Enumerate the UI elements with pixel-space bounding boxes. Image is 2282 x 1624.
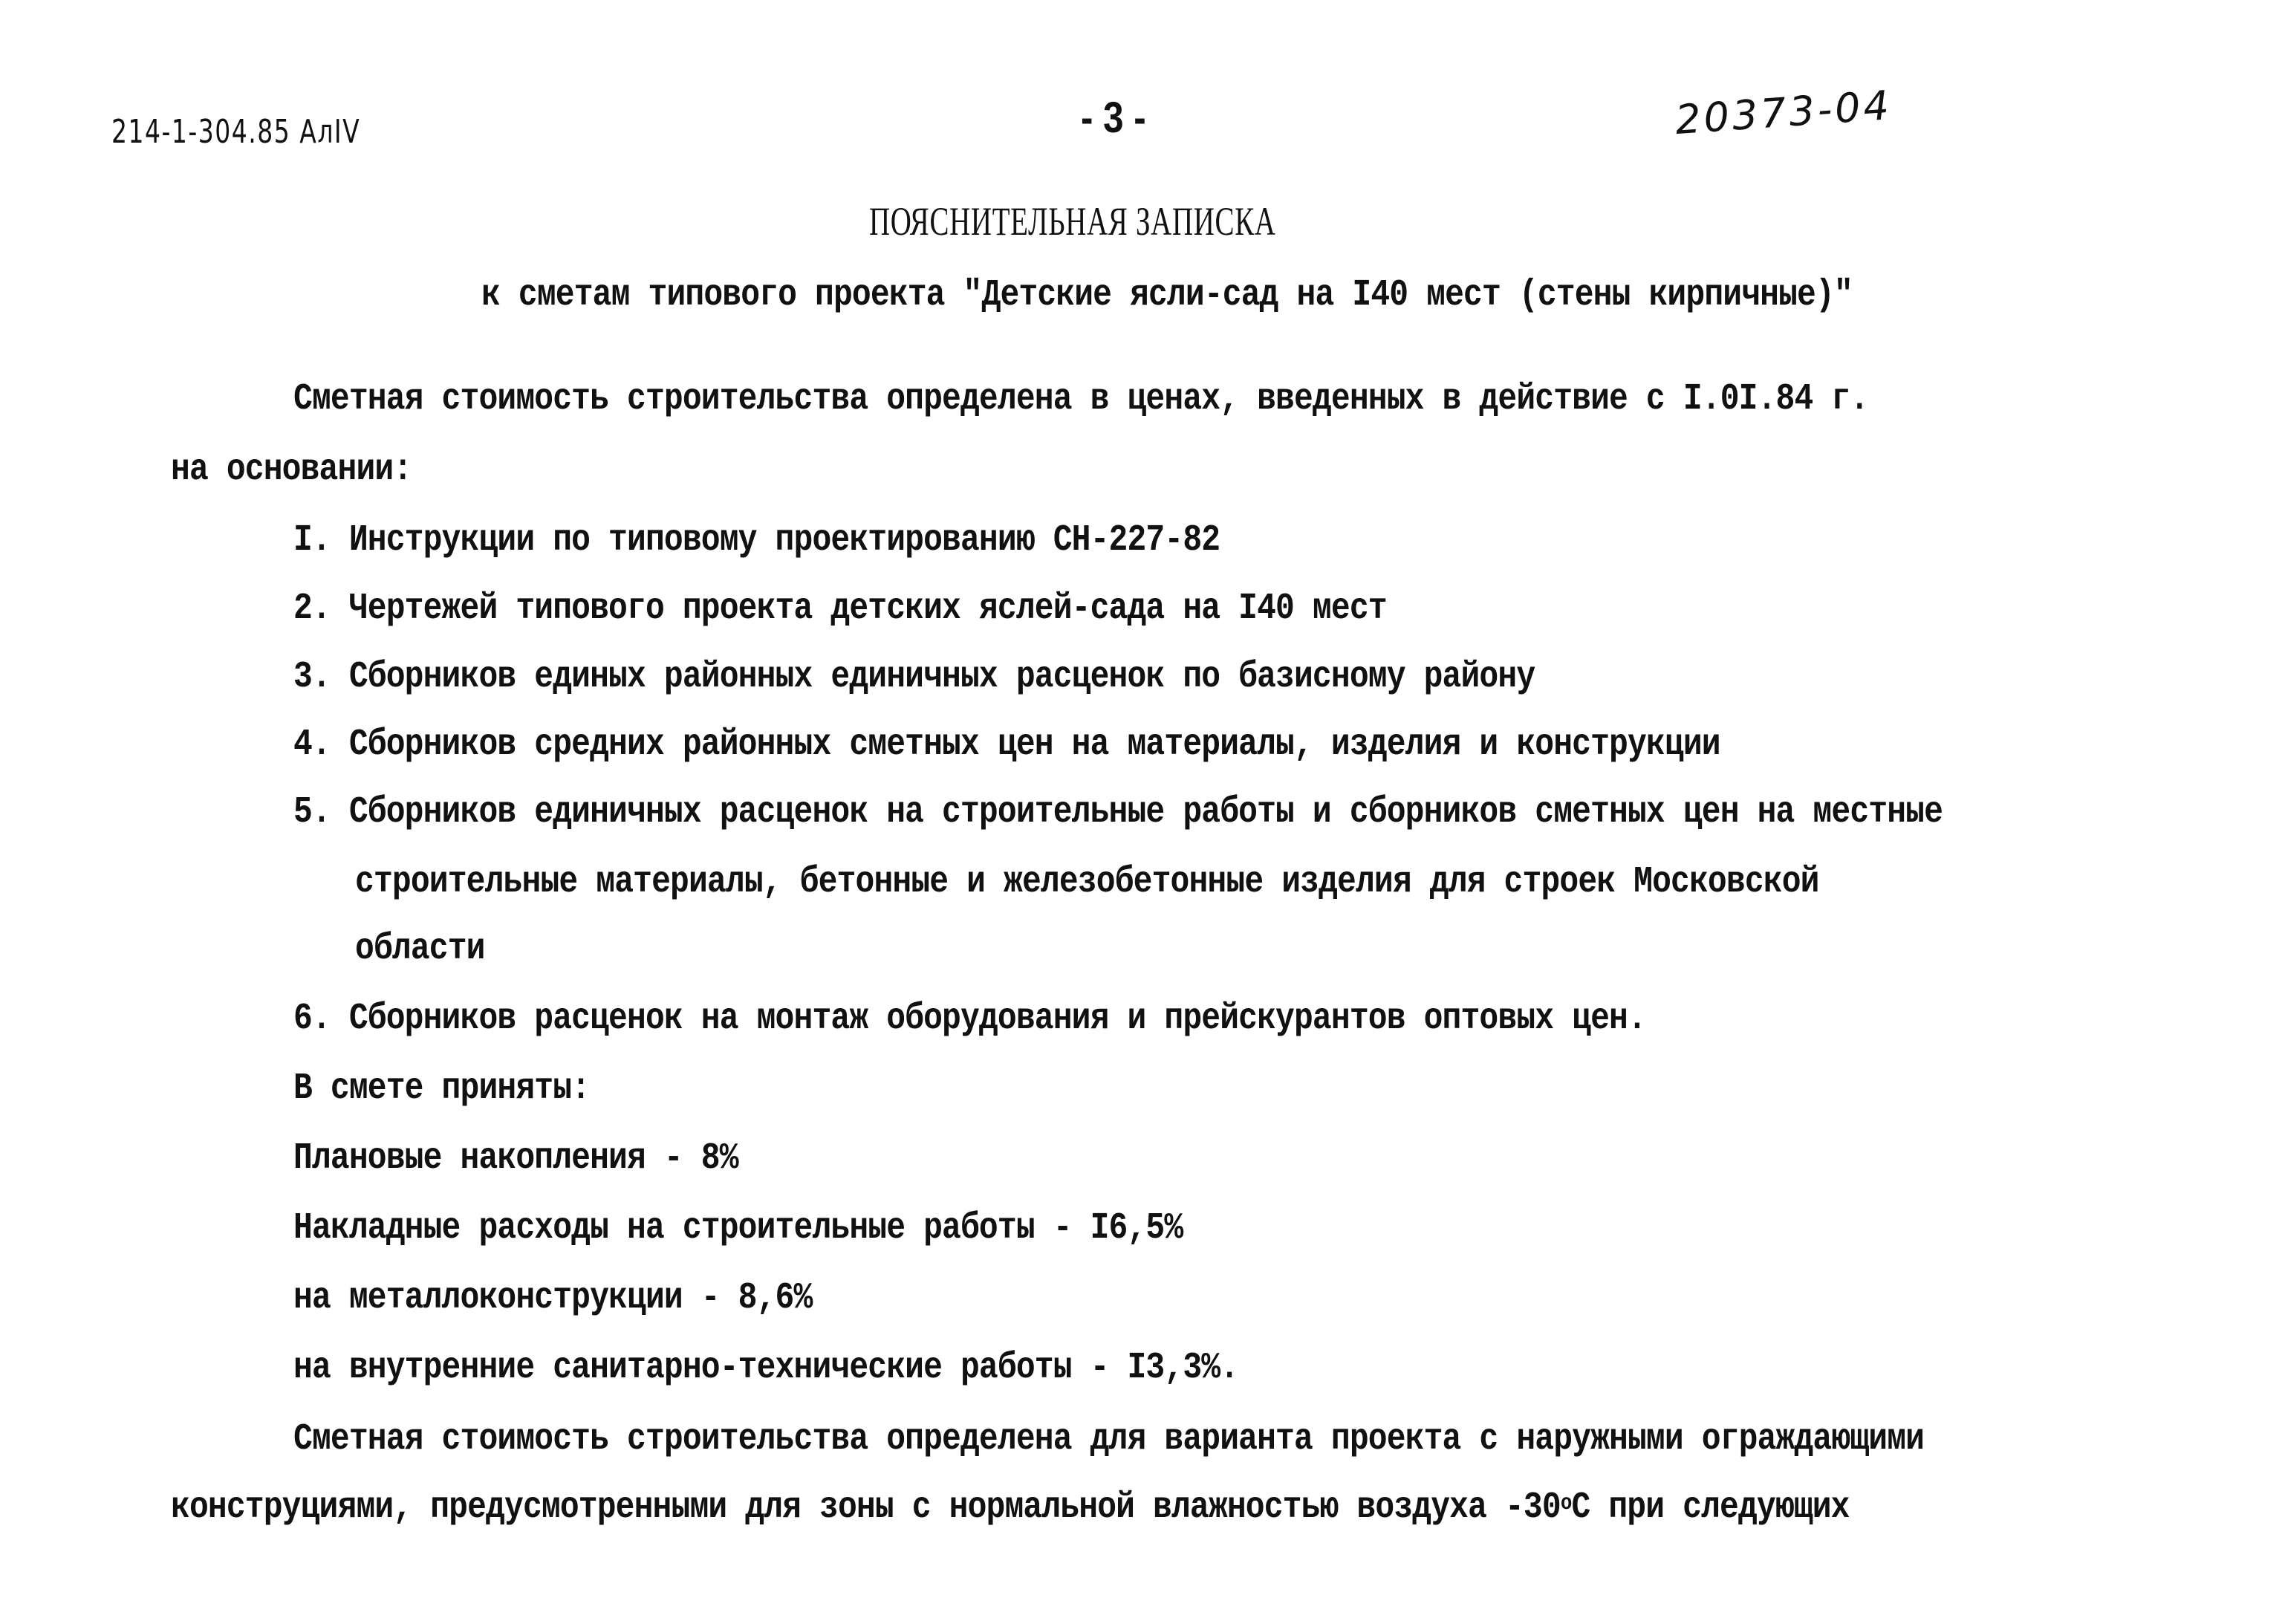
intro-line-2: на основании: (171, 449, 412, 491)
rate-item: на металлоконструкции - 8,6% (293, 1277, 813, 1319)
rate-item: Накладные расходы на строительные работы - I6,5% (293, 1207, 1183, 1250)
document-code-right: 20373-04 (1674, 81, 1893, 144)
closing-line-1: Сметная стоимость строительства определена для варианта проекта с наружными ограждающими (293, 1418, 1925, 1461)
degree-sign: о (1560, 1491, 1572, 1516)
closing-line-2 (171, 1486, 1850, 1530)
list-item: 3. Сборников единых районных единичных расценок по базисному району (293, 656, 1535, 698)
document-subtitle: к сметам типового проекта "Детские ясли-сад на I40 мест (стены кирпичные)" (481, 274, 1853, 316)
accepted-heading: В смете приняты: (293, 1068, 591, 1110)
rate-item: на внутренние санитарно-технические работы - I3,3%. (293, 1347, 1239, 1389)
closing-line-2-tail: С при следующих (1571, 1487, 1850, 1529)
list-item-continuation: строительные материалы, бетонные и железобетонные изделия для строек Московской (355, 861, 1819, 903)
page-number: - 3 - (1081, 94, 1146, 142)
document-code-left: 214-1-304.85 АлIV (111, 113, 361, 151)
list-item: 4. Сборников средних районных сметных цен на материалы, изделия и конструкции (293, 724, 1720, 766)
list-item: 5. Сборников единичных расценок на строительные работы и сборников сметных цен на местные (293, 791, 1943, 834)
rate-item: Плановые накопления - 8% (293, 1137, 738, 1180)
list-item-continuation: области (355, 928, 485, 970)
list-item: I. Инструкции по типовому проектированию СН-227-82 (293, 519, 1220, 562)
intro-line-1: Сметная стоимость строительства определена в ценах, введенных в действие с I.0I.84 г. (293, 378, 1869, 420)
document-title: ПОЯСНИТЕЛЬНАЯ ЗАПИСКА (869, 199, 1276, 244)
list-item: 2. Чертежей типового проекта детских яслей-сада на I40 мест (293, 588, 1387, 630)
closing-line-2-text: конструциями, предусмотренными для зоны с нормальной влажностью воздуха -30 (171, 1487, 1561, 1529)
list-item: 6. Сборников расценок на монтаж оборудования и прейскурантов оптовых цен. (293, 998, 1646, 1040)
